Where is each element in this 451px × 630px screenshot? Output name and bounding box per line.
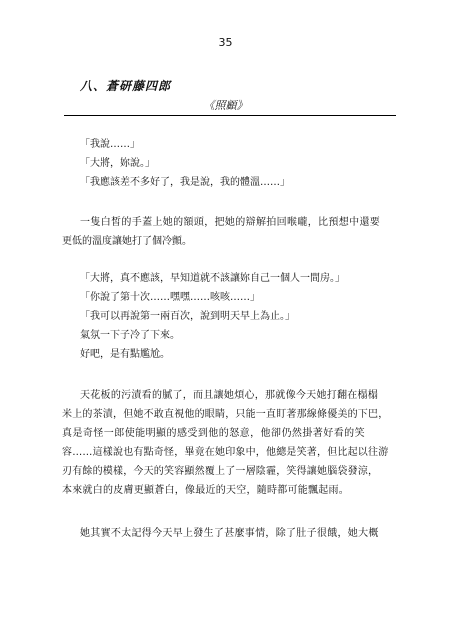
dialogue-line: 「大將，真不應該，早知道就不該讓妳自己一個人一間房。」 [80,273,345,284]
paragraph-line: 天花板的污漬看的膩了，而且讓她煩心，那就像今天她打翻在榻榻 [80,390,379,401]
paragraph-line: 更低的溫度讓她打了個冷顫。 [62,236,192,247]
dialogue-line: 「你說了第十次……嘿嘿……咳咳……」 [80,292,260,303]
paragraph-line: 氣氛一下子冷了下來。 [80,330,180,341]
paragraph-line: 容……這樣說也有點奇怪，畢竟在她印象中，他總是笑著，但比起以往游 [62,447,389,458]
paragraph-line: 本來就白的皮膚更顯蒼白，像最近的天空，隨時都可能飄起雨。 [62,485,349,496]
dialogue-line: 「大將，妳說。」 [80,158,155,169]
dialogue-line: 「我應該差不多好了，我是說，我的體溫……」 [80,177,290,188]
heading-divider [64,115,396,116]
paragraph-line: 好吧，是有點尷尬。 [80,349,170,360]
chapter-subtitle: 《照顧》 [203,99,248,112]
paragraph-line: 米上的茶漬，但她不敢直視他的眼睛，只能一直盯著那線條優美的下巴， [62,409,389,420]
dialogue-line: 「我可以再說第一兩百次，說到明天早上為止。」 [80,311,295,322]
paragraph-line: 她其實不太記得今天早上發生了甚麼事情，除了肚子很餓，她大概 [80,528,379,539]
paragraph-line: 刃有餘的模樣，今天的笑容顯然覆上了一層陰霾，笑得讓她腦袋發涼， [62,466,379,477]
paragraph-line: 一隻白皙的手蓋上她的額頭，把她的辯解拍回喉嚨，比預想中還要 [80,217,381,228]
page-number: 35 [218,36,233,49]
paragraph-line: 真是奇怪一郎使能明顯的感受到他的怒意，他卻仍然掛著好看的笑 [62,428,366,439]
dialogue-line: 「我說……」 [80,139,140,150]
chapter-heading: 八、蒼研藤四郎 [80,79,172,93]
